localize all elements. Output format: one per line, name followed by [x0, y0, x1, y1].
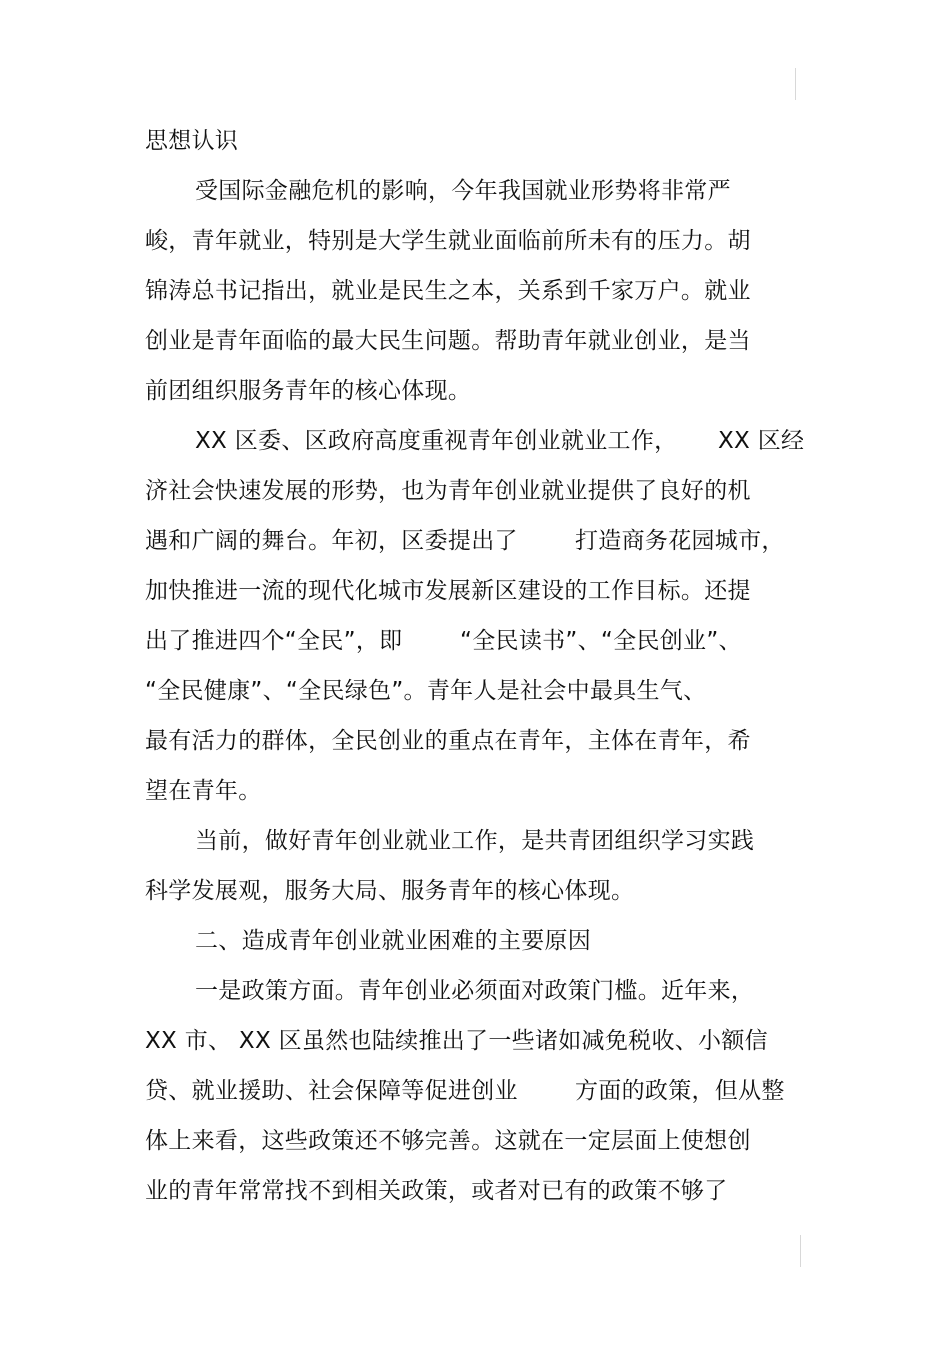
section-heading: 二、造成青年创业就业困难的主要原因: [195, 928, 592, 954]
paragraph-line-fragment: 方面的政策，但从整: [575, 1078, 785, 1104]
paragraph-line: 峻，青年就业，特别是大学生就业面临前所未有的压力。胡: [145, 228, 751, 254]
paragraph-line: 济社会快速发展的形势，也为青年创业就业提供了良好的机: [145, 478, 751, 504]
paragraph-line: 锦涛总书记指出，就业是民生之本，关系到千家万户。就业: [145, 278, 751, 304]
paragraph-line: 最有活力的群体，全民创业的重点在青年，主体在青年，希: [145, 728, 751, 754]
paragraph-line: 一是政策方面。青年创业必须面对政策门槛。近年来，: [195, 978, 755, 1004]
paragraph-line: 前团组织服务青年的核心体现。: [145, 378, 472, 404]
paragraph-line: XX 区委、区政府高度重视青年创业就业工作，: [195, 428, 678, 454]
paragraph-line: 受国际金融危机的影响，今年我国就业形势将非常严: [195, 178, 731, 204]
paragraph-line: 业的青年常常找不到相关政策，或者对已有的政策不够了: [145, 1178, 728, 1204]
paragraph-line: 科学发展观，服务大局、服务青年的核心体现。: [145, 878, 635, 904]
paragraph-line-fragment: “全民读书”、“全民创业”、: [460, 628, 742, 654]
paragraph-line: XX 市、 XX 区虽然也陆续推出了一些诸如减免税收、小额信: [145, 1028, 768, 1054]
paragraph-line: 创业是青年面临的最大民生问题。帮助青年就业创业，是当: [145, 328, 751, 354]
paragraph-line: “全民健康”、“全民绿色”。青年人是社会中最具生气、: [145, 678, 707, 704]
paragraph-line: 体上来看，这些政策还不够完善。这就在一定层面上使想创: [145, 1128, 751, 1154]
paragraph-line: 望在青年。: [145, 778, 262, 804]
paragraph-line: 加快推进一流的现代化城市发展新区建设的工作目标。还提: [145, 578, 751, 604]
page-edge-mark-bottom: [800, 1235, 801, 1267]
paragraph-line: 当前，做好青年创业就业工作，是共青团组织学习实践: [195, 828, 755, 854]
paragraph-line-fragment: 打造商务花园城市，: [575, 528, 785, 554]
paragraph-line: 出了推进四个“全民”，即: [145, 628, 403, 654]
paragraph-line: 遇和广阔的舞台。年初，区委提出了: [145, 528, 518, 554]
page-edge-mark-top: [795, 68, 796, 100]
paragraph-line: 贷、就业援助、社会保障等促进创业: [145, 1078, 518, 1104]
paragraph-line-fragment: XX 区经: [718, 428, 805, 454]
section-heading: 思想认识: [145, 128, 239, 154]
